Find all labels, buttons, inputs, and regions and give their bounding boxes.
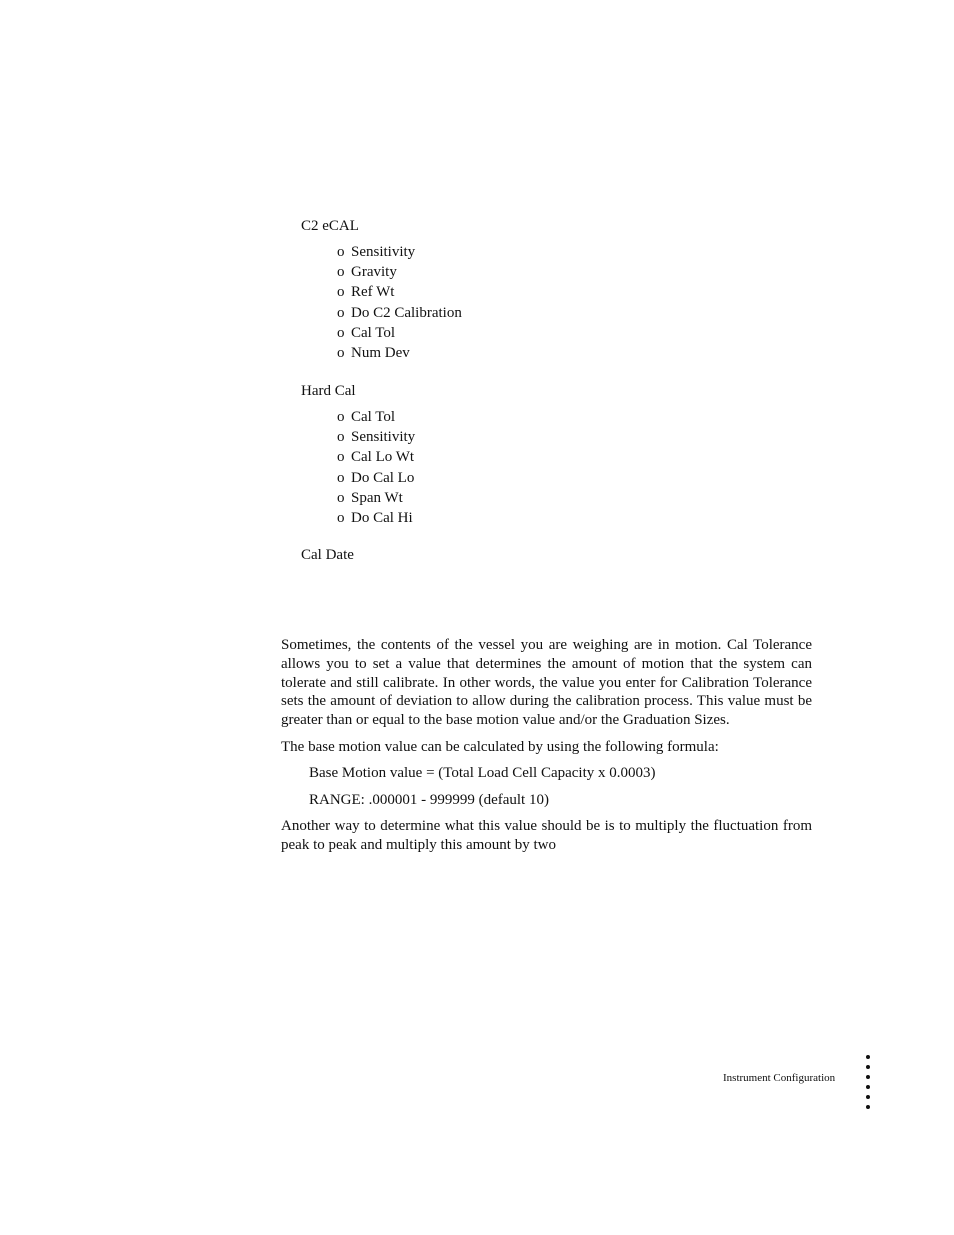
bullet: o xyxy=(337,304,345,321)
bullet: o xyxy=(337,409,345,425)
list-item-label: Cal Lo Wt xyxy=(351,449,415,466)
cal-date-heading: Cal Date xyxy=(301,547,354,563)
footer-dot xyxy=(866,1065,870,1069)
list-item-label: Do Cal Lo xyxy=(351,469,415,486)
footer-dot xyxy=(866,1105,870,1109)
footer-section-label: Instrument Configuration xyxy=(723,1072,836,1084)
list-item xyxy=(337,488,415,508)
cal-tolerance-paragraph: Sometimes, the contents of the vessel you are weighing are in motion. Cal Tolerance allows you to set a value that determines the amount of motion that the system can tolerate and still calibrate. In other words, the value you enter for Calibration Tolerance sets the amount of deviation to allow during the calibration process. This value must be greater than or equal to the base motion value and/or the Graduation Sizes. xyxy=(281,637,812,729)
bullet: o xyxy=(337,469,345,486)
list-item-label: Sensitivity xyxy=(351,244,416,260)
list-item xyxy=(337,303,462,323)
bullet: o xyxy=(337,284,345,301)
bullet: o xyxy=(337,264,345,281)
footer-dot xyxy=(866,1095,870,1099)
list-item-label: Cal Tol xyxy=(351,409,396,425)
c2-ecal-heading: C2 eCAL xyxy=(301,218,359,234)
list-item-label: Do Cal Hi xyxy=(351,509,413,526)
footer-dot xyxy=(866,1085,870,1089)
list-item-label: Num Dev xyxy=(351,344,410,361)
bullet: o xyxy=(337,324,345,341)
list-item-label: Ref Wt xyxy=(351,284,395,301)
list-item-label: Span Wt xyxy=(351,489,403,506)
list-item-label: Do C2 Calibration xyxy=(351,304,462,321)
list-item xyxy=(337,343,462,363)
bullet: o xyxy=(337,429,345,446)
list-item xyxy=(337,468,415,488)
bullet: o xyxy=(337,344,345,361)
list-item-label: Sensitivity xyxy=(351,429,416,446)
list-item xyxy=(337,282,462,302)
range-text: RANGE: .000001 - 999999 (default 10) xyxy=(309,792,549,808)
list-item xyxy=(337,407,415,427)
formula-intro-paragraph: The base motion value can be calculated by using the following formula: xyxy=(281,739,719,755)
footer-dot xyxy=(866,1055,870,1059)
c2-ecal-list xyxy=(301,242,462,363)
hard-cal-list xyxy=(301,407,415,528)
list-item-label: Gravity xyxy=(351,264,397,281)
base-motion-formula: Base Motion value = (Total Load Cell Capacity x 0.0003) xyxy=(309,765,656,781)
hard-cal-section xyxy=(301,381,415,528)
list-item xyxy=(337,427,415,447)
c2-ecal-section xyxy=(301,216,462,363)
list-item xyxy=(337,242,462,262)
bullet: o xyxy=(337,489,345,506)
footer-dot-leader xyxy=(864,1055,872,1111)
bullet: o xyxy=(337,449,345,466)
list-item xyxy=(337,262,462,282)
list-item xyxy=(337,323,462,343)
alternate-method-paragraph: Another way to determine what this value should be is to multiply the fluctuation from peak to peak and multiply this amount by two xyxy=(281,818,812,853)
footer-dot xyxy=(866,1075,870,1079)
hard-cal-heading: Hard Cal xyxy=(301,383,356,399)
bullet: o xyxy=(337,244,345,260)
list-item-label: Cal Tol xyxy=(351,324,396,341)
bullet: o xyxy=(337,509,345,526)
list-item xyxy=(337,447,415,467)
list-item xyxy=(337,508,415,528)
